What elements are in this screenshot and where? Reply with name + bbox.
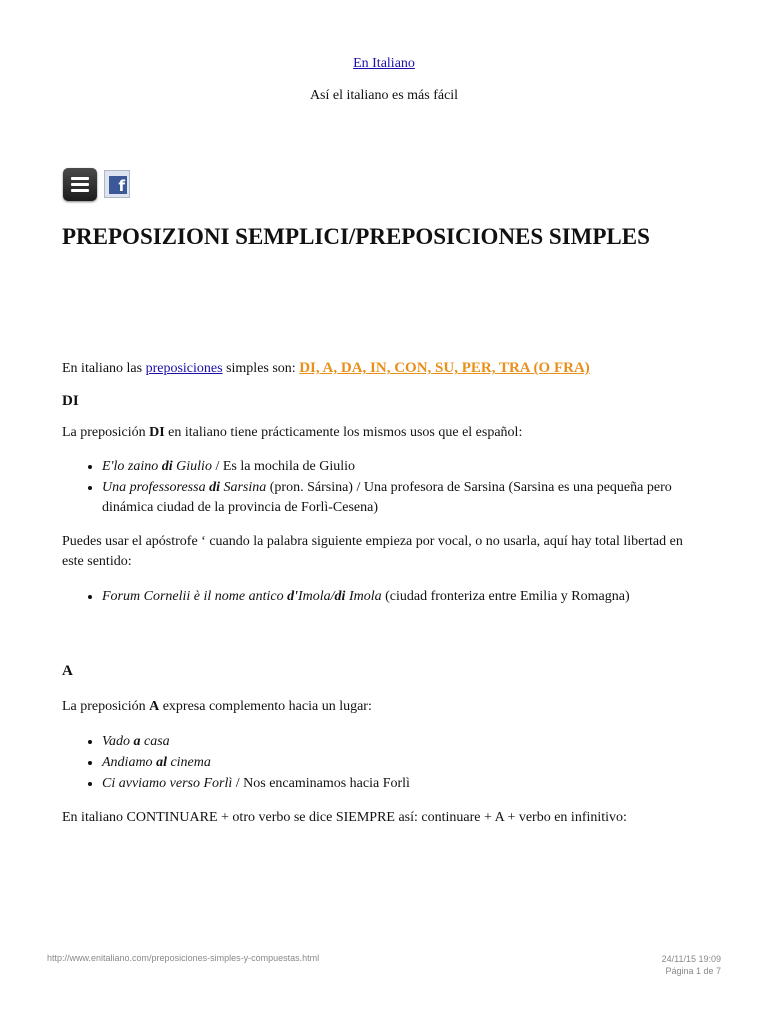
a-paragraph-1: La preposición A expresa complemento hacia un lugar: [62,699,372,714]
article-body [62,358,702,828]
site-tagline: Así el italiano es más fácil [309,88,459,103]
list-item: • Andiamo al cinema [102,752,702,773]
di-paragraph-2: Puedes usar el apóstrofe ‘ cuando la palabra siguiente empieza por vocal, o no usarla, aquí hay total libertad en este sentido: [62,534,683,569]
footer-meta [662,953,721,977]
menu-icon[interactable] [63,168,97,201]
a-paragraph-2: En italiano CONTINUARE + otro verbo se dice SIEMPRE así: continuare + A + verbo en infinitivo: [62,810,627,825]
a-example-list [62,731,702,794]
section-heading-a: A [62,663,73,679]
site-name-link[interactable]: En Italiano [353,56,415,71]
di-example-list [62,456,702,518]
preposiciones-link[interactable]: preposiciones [145,361,223,376]
facebook-letter: f [109,176,127,194]
section-heading-di: DI [62,393,79,409]
list-item: • E'lo zaino di Giulio / Es la mochila de Giulio [102,456,702,477]
list-item: • Vado a casa [102,731,702,752]
di-apostrophe-list [62,586,702,607]
page-title: PREPOSIZIONI SEMPLICI/PREPOSICIONES SIMPLES [62,224,650,249]
di-paragraph-1: La preposición DI en italiano tiene prácticamente los mismos usos que el español: [62,425,523,440]
list-item: • Forum Cornelii è il nome antico d'Imola/di Imola (ciudad fronteriza entre Emilia y Romagna) [102,586,702,607]
list-item: • Ci avviamo verso Forlì / Nos encaminamos hacia Forlì [102,773,702,794]
footer-datetime: 24/11/15 19:09 [661,954,721,964]
footer-page-number: Página 1 de 7 [665,966,721,976]
list-item: • Una professoressa di Sarsina (pron. Sársina) / Una profesora de Sarsina (Sarsina es una pequeña pero dinámica ciudad de la provincia de Forlì-Cesena) [102,477,702,518]
intro-paragraph: En italiano las preposiciones simples son: DI, A, DA, IN, CON, SU, PER, TRA (O FRA) [62,360,590,376]
footer-url: http://www.enitaliano.com/preposiciones-simples-y-compuestas.html [47,953,320,963]
facebook-icon[interactable] [104,170,130,198]
prepositions-list-link[interactable]: DI, A, DA, IN, CON, SU, PER, TRA (O FRA) [299,360,590,376]
